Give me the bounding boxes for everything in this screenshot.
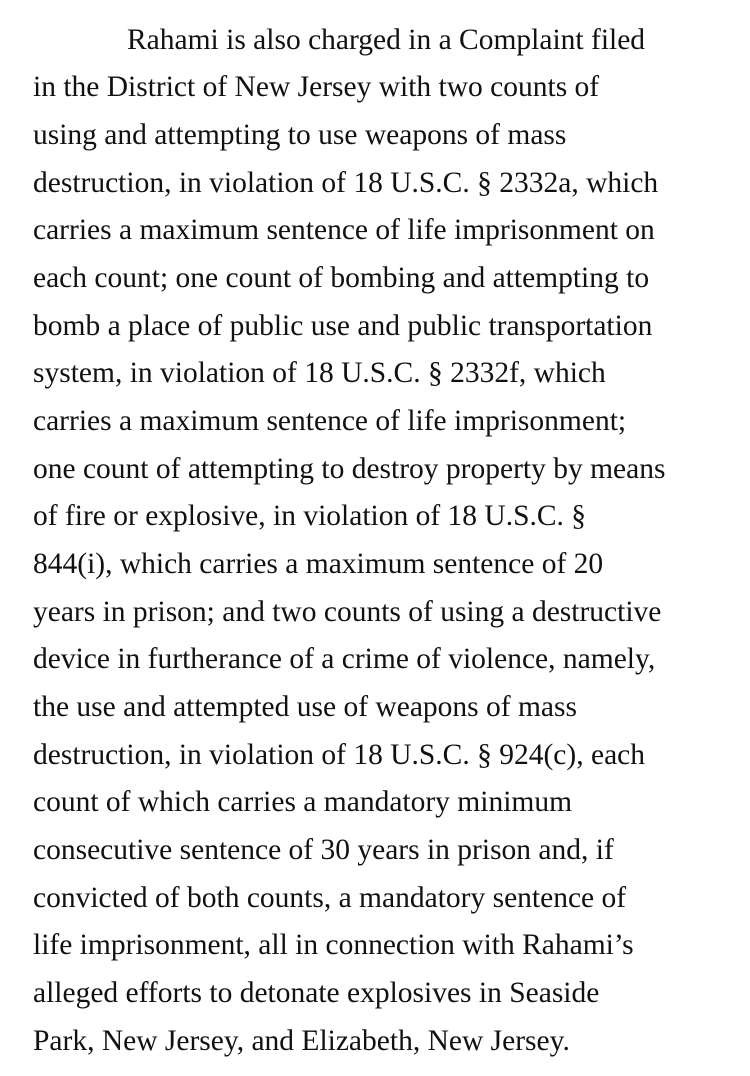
paragraph-line: life imprisonment, all in connection with Rahami’s [33, 929, 634, 961]
paragraph-line: carries a maximum sentence of life imprisonment on [33, 214, 655, 246]
paragraph-line: Rahami is also charged in a Complaint filed [127, 24, 646, 56]
paragraph-line: convicted of both counts, a mandatory sentence of [33, 882, 627, 914]
paragraph-line: system, in violation of 18 U.S.C. § 2332f, which [33, 357, 606, 389]
paragraph-line: destruction, in violation of 18 U.S.C. § 2332a, which [33, 167, 659, 199]
paragraph-line: count of which carries a mandatory minimum [33, 786, 573, 818]
paragraph-line: Park, New Jersey, and Elizabeth, New Jersey. [33, 1025, 570, 1057]
paragraph-line: of fire or explosive, in violation of 18 U.S.C. § [33, 500, 587, 532]
paragraph-line: carries a maximum sentence of life imprisonment; [33, 405, 627, 437]
paragraph-line: in the District of New Jersey with two counts of [33, 71, 600, 103]
paragraph-line: consecutive sentence of 30 years in prison and, if [33, 834, 614, 866]
paragraph-line: 844(i), which carries a maximum sentence of 20 [33, 548, 604, 580]
paragraph-line: each count; one count of bombing and attempting to [33, 262, 650, 294]
paragraph-line: one count of attempting to destroy property by means [33, 453, 666, 485]
paragraph-line: destruction, in violation of 18 U.S.C. § 924(c), each [33, 739, 646, 771]
paragraph-line: alleged efforts to detonate explosives in Seaside [33, 977, 600, 1009]
paragraph-line: years in prison; and two counts of using a destructive [33, 596, 662, 628]
paragraph-line: using and attempting to use weapons of mass [33, 119, 567, 151]
paragraph-line: the use and attempted use of weapons of mass [33, 691, 577, 723]
paragraph-line: bomb a place of public use and public transportation [33, 310, 653, 342]
paragraph-line: device in furtherance of a crime of violence, namely, [33, 643, 656, 675]
